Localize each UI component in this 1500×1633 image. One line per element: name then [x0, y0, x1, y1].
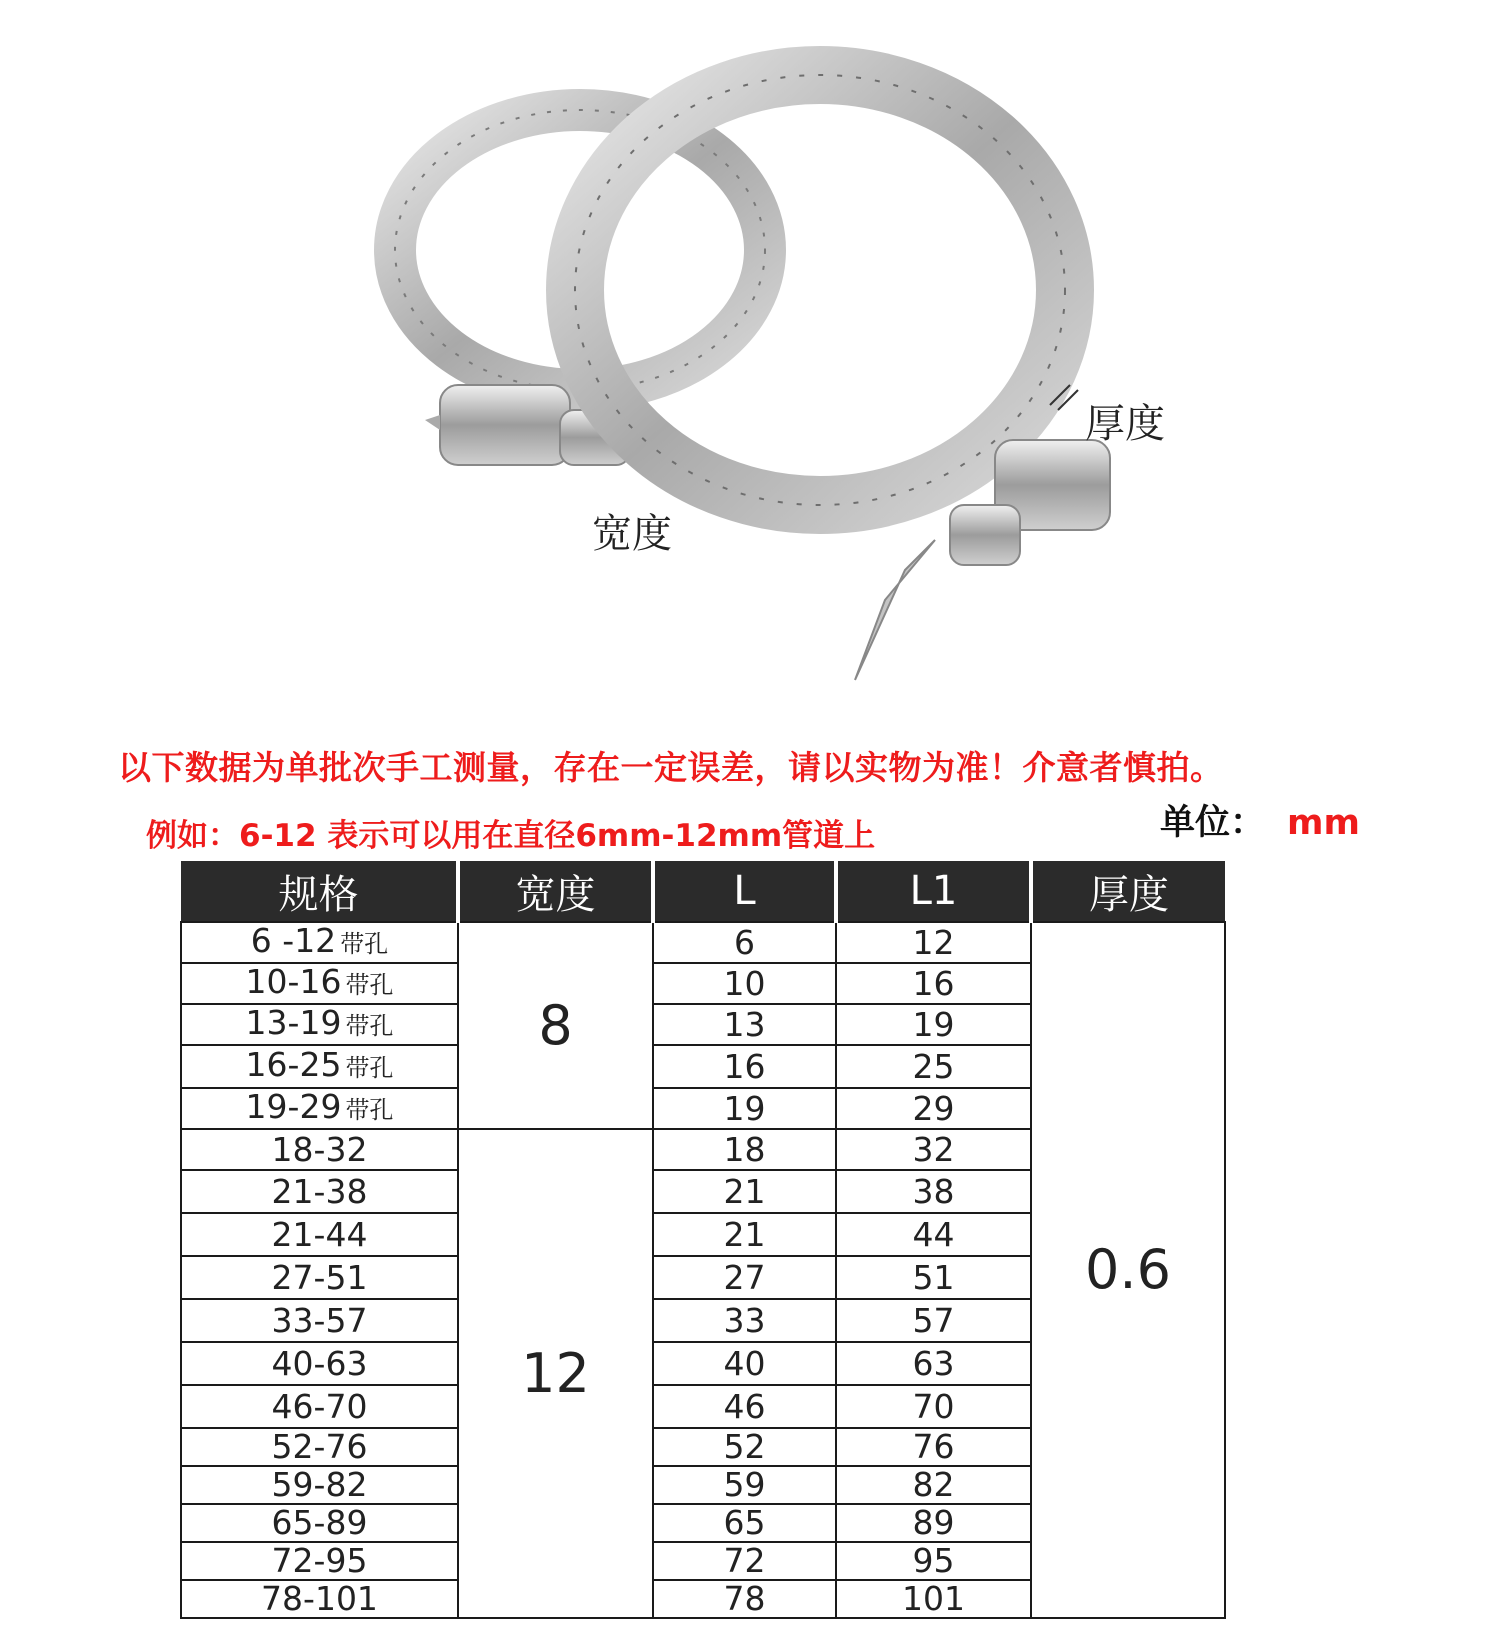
- spec-cell: [181, 1580, 458, 1618]
- measurement-notice: 以下数据为单批次手工测量，存在一定误差，请以实物为准！介意者慎拍。: [118, 748, 1224, 787]
- spec-value: 16-25: [245, 1045, 342, 1084]
- spec-cell: [181, 922, 458, 963]
- spec-cell: [181, 1004, 458, 1045]
- spec-value: 18-32: [271, 1129, 368, 1169]
- header-thickness: 厚度: [1031, 861, 1225, 922]
- spec-value: 21-44: [271, 1214, 368, 1254]
- l-cell: 18: [653, 1129, 836, 1170]
- l-cell: 40: [653, 1342, 836, 1385]
- spec-value: 19-29: [245, 1087, 342, 1126]
- spec-cell: [181, 963, 458, 1004]
- spec-value: 21-38: [271, 1171, 368, 1211]
- l-cell: 16: [653, 1045, 836, 1088]
- spec-value: 27-51: [271, 1257, 368, 1297]
- l1-cell: 95: [836, 1542, 1031, 1580]
- spec-value: 13-19: [245, 1003, 342, 1042]
- spec-cell: [181, 1504, 458, 1542]
- l1-cell: 12: [836, 922, 1031, 963]
- l1-cell: 76: [836, 1428, 1031, 1466]
- width-group-12: 12: [458, 1129, 653, 1618]
- l-cell: 6: [653, 922, 836, 963]
- l1-cell: 32: [836, 1129, 1031, 1170]
- l1-cell: 16: [836, 963, 1031, 1004]
- spec-value: 59-82: [271, 1465, 368, 1504]
- spec-cell: [181, 1129, 458, 1170]
- hose-clamp-photo: [0, 0, 1500, 720]
- header-spec: 规格: [181, 861, 458, 922]
- hole-tag: 带孔: [345, 1012, 394, 1040]
- l-cell: 13: [653, 1004, 836, 1045]
- header-l1: L1: [836, 861, 1031, 922]
- l-cell: 21: [653, 1213, 836, 1256]
- spec-cell: [181, 1466, 458, 1504]
- header-width: 宽度: [458, 861, 653, 922]
- spec-cell: [181, 1342, 458, 1385]
- header-l: L: [653, 861, 836, 922]
- spec-value: 72-95: [271, 1541, 368, 1580]
- l1-cell: 57: [836, 1299, 1031, 1342]
- spec-value: 33-57: [271, 1300, 368, 1340]
- table-row: [181, 922, 1225, 963]
- l-cell: 59: [653, 1466, 836, 1504]
- spec-value: 46-70: [271, 1386, 368, 1426]
- l1-cell: 82: [836, 1466, 1031, 1504]
- width-label: 宽度: [592, 511, 672, 557]
- spec-value: 65-89: [271, 1503, 368, 1542]
- hole-tag: 带孔: [345, 971, 394, 999]
- hole-tag: 带孔: [345, 1054, 394, 1082]
- table-header-row: [181, 861, 1225, 922]
- l-cell: 72: [653, 1542, 836, 1580]
- l1-cell: 63: [836, 1342, 1031, 1385]
- example-note: 例如：6-12 表示可以用在直径6mm-12mm管道上: [146, 818, 876, 854]
- l-cell: 52: [653, 1428, 836, 1466]
- l1-cell: 101: [836, 1580, 1031, 1618]
- l1-cell: 25: [836, 1045, 1031, 1088]
- hole-tag: 带孔: [345, 1096, 394, 1124]
- spec-value: 6 -12: [250, 921, 337, 960]
- spec-cell: [181, 1299, 458, 1342]
- thickness-label: 厚度: [1085, 401, 1165, 447]
- spec-cell: [181, 1542, 458, 1580]
- l-cell: 46: [653, 1385, 836, 1428]
- l1-cell: 44: [836, 1213, 1031, 1256]
- l1-cell: 19: [836, 1004, 1031, 1045]
- l-cell: 33: [653, 1299, 836, 1342]
- spec-value: 52-76: [271, 1427, 368, 1466]
- spec-value: 40-63: [271, 1343, 368, 1383]
- unit-indicator: [1160, 795, 1360, 845]
- hole-tag: 带孔: [340, 930, 389, 958]
- l-cell: 65: [653, 1504, 836, 1542]
- thickness-value: 0.6: [1031, 922, 1225, 1618]
- unit-label: 单位：: [1160, 803, 1266, 843]
- l1-cell: 89: [836, 1504, 1031, 1542]
- spec-cell: [181, 1385, 458, 1428]
- spec-cell: [181, 1213, 458, 1256]
- spec-value: 10-16: [245, 962, 342, 1001]
- l1-cell: 38: [836, 1170, 1031, 1213]
- l-cell: 27: [653, 1256, 836, 1299]
- unit-value: mm: [1287, 803, 1360, 843]
- l1-cell: 51: [836, 1256, 1031, 1299]
- l-cell: 78: [653, 1580, 836, 1618]
- spec-cell: [181, 1088, 458, 1129]
- spec-cell: [181, 1256, 458, 1299]
- l1-cell: 70: [836, 1385, 1031, 1428]
- spec-value: 78-101: [261, 1579, 378, 1618]
- l-cell: 19: [653, 1088, 836, 1129]
- l-cell: 10: [653, 963, 836, 1004]
- width-group-8: 8: [458, 922, 653, 1129]
- spec-table: [180, 861, 1226, 1619]
- l1-cell: 29: [836, 1088, 1031, 1129]
- spec-cell: [181, 1428, 458, 1466]
- spec-cell: [181, 1045, 458, 1088]
- spec-cell: [181, 1170, 458, 1213]
- l-cell: 21: [653, 1170, 836, 1213]
